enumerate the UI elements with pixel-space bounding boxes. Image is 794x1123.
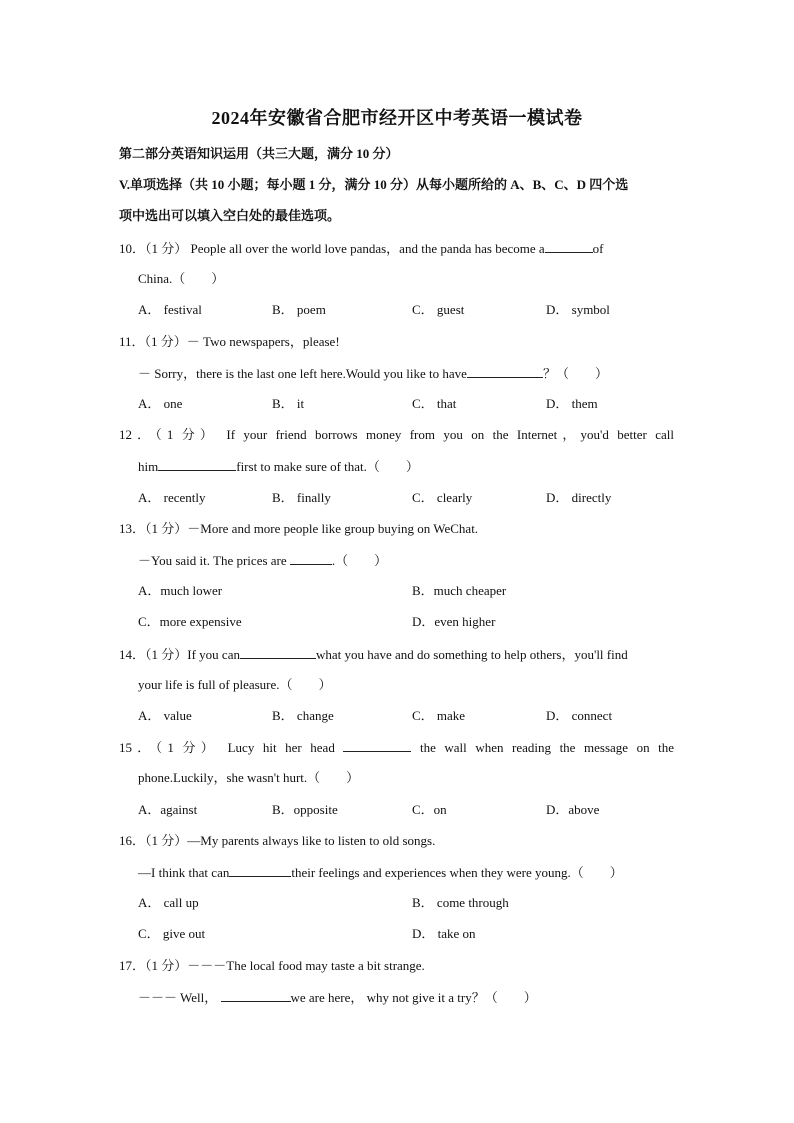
option-text: symbol [571,302,610,317]
question-text: － Sorry，there is the last one left here.Would you like to have [138,366,467,381]
option-letter: D． [546,302,569,317]
question-number: 17．（1 分） [119,958,188,973]
option-letter: A． [138,302,161,317]
option-letter: A． [138,490,161,505]
option-letter: C． [412,802,434,817]
option-text: finally [296,490,331,505]
answer-blank [158,458,236,471]
question-14-line2: your life is full of pleasure.（ ） [138,677,332,692]
option-a [138,895,199,911]
question-15-line1 [119,739,674,756]
option-b [412,583,506,599]
option-letter: A． [138,895,161,910]
option-letter: B． [272,490,294,505]
answer-blank [343,739,411,752]
option-letter: D． [546,708,569,723]
question-13-line2 [138,552,387,569]
option-text: it [296,396,305,411]
answer-blank [545,240,593,253]
option-a [138,802,197,818]
question-text: what you have and do something to help others，you'll find [315,647,628,662]
option-letter: A． [138,708,161,723]
question-number: 15．（1 分） [119,740,220,755]
option-letter: C． [412,396,434,411]
option-d [546,302,610,318]
option-c [412,708,465,724]
option-letter: C． [138,926,160,941]
section-instruction-line1: V.单项选择（共 10 小题；每小题 1 分，满分 10 分）从每小题所给的 A、B、C、D 四个选 [119,177,629,192]
option-text: more expensive [159,614,242,629]
question-text: .（ ） [331,553,388,568]
option-text: guest [436,302,465,317]
option-text: them [571,396,598,411]
answer-blank [221,989,291,1002]
option-text: opposite [293,802,338,817]
option-d [412,614,495,630]
option-b [272,396,304,412]
part-heading: 第二部分英语知识运用（共三大题，满分 10 分） [119,146,399,161]
option-text: even higher [434,614,496,629]
question-text: －－－The local food may taste a bit strange. [187,958,425,973]
option-letter: D． [412,926,435,941]
option-letter: A． [138,396,161,411]
option-letter: A． [138,583,161,598]
option-c [412,490,472,506]
question-text: their feelings and experiences when they were young.（ ） [291,865,623,880]
question-12-line1 [119,427,674,443]
question-text: the wall when reading the message on the [419,740,675,755]
option-text: on [433,802,447,817]
option-a [138,490,206,506]
question-text: If you can [187,647,240,662]
question-text: －You said it. The prices are [138,553,287,568]
option-b [412,895,509,911]
option-c [138,614,242,630]
option-letter: C． [138,614,160,629]
option-text: poem [296,302,326,317]
option-a [138,302,202,318]
option-c [412,802,447,818]
option-c [138,926,205,942]
option-letter: B． [272,396,294,411]
option-d [546,396,598,412]
question-text: ？（ ） [542,366,608,381]
option-text: clearly [436,490,473,505]
question-14-line1 [119,646,628,663]
question-text: —My parents always like to listen to old songs. [187,833,436,848]
option-letter: D． [412,614,435,629]
answer-blank [229,864,291,877]
question-number: 10．（1 分） [119,241,188,256]
option-c [412,396,456,412]
option-b [272,302,326,318]
option-text: connect [571,708,613,723]
option-b [272,708,334,724]
question-text: If your friend borrows money from you on the Internet，you'd better call [226,427,674,442]
option-letter: B． [272,802,294,817]
question-10-line2: China.（ ） [138,271,225,286]
option-d [546,802,599,818]
option-letter: D． [546,490,569,505]
option-text: one [163,396,183,411]
option-text: that [436,396,457,411]
question-text: People all over the world love pandas，and the panda has become a [187,241,545,256]
option-d [546,708,612,724]
option-letter: D． [546,802,569,817]
option-letter: C． [412,302,434,317]
option-d [546,490,611,506]
question-text: － Two newspapers，please! [186,334,340,349]
option-letter: B． [272,302,294,317]
question-text: of [592,241,604,256]
option-text: give out [162,926,206,941]
option-text: call up [163,895,199,910]
question-16-line2 [138,864,623,881]
option-text: make [436,708,466,723]
option-text: directly [571,490,612,505]
question-number: 14．（1 分） [119,647,188,662]
question-text: we are here， why not give it a try？（ ） [290,990,537,1005]
option-b [272,802,338,818]
option-letter: A． [138,802,161,817]
option-text: festival [163,302,202,317]
option-text: recently [163,490,206,505]
option-c [412,302,464,318]
question-number: 16．（1 分） [119,833,188,848]
question-13-line1 [119,521,478,537]
question-10-line1 [119,240,604,257]
question-15-line2: phone.Luckily，she wasn't hurt.（ ） [138,770,360,785]
question-number: 12．（1 分） [119,427,218,442]
option-text: come through [436,895,509,910]
question-11-line1 [119,334,340,350]
answer-blank [240,646,316,659]
question-17-line2 [138,989,537,1006]
option-text: change [296,708,334,723]
option-letter: D． [546,396,569,411]
question-16-line1 [119,833,435,849]
option-text: take on [437,926,476,941]
question-text: －More and more people like group buying on WeChat. [187,521,479,536]
answer-blank [467,365,543,378]
question-12-line2 [138,458,419,475]
option-a [138,583,222,599]
option-a [138,708,192,724]
option-d [412,926,476,942]
question-number: 13．（1 分） [119,521,188,536]
option-b [272,490,331,506]
option-text: much cheaper [433,583,507,598]
option-text: against [160,802,198,817]
question-17-line1 [119,958,425,974]
page-title: 2024年安徽省合肥市经开区中考英语一模试卷 [211,108,583,128]
option-text: much lower [160,583,223,598]
question-text: —I think that can [138,865,230,880]
question-text: him [138,459,159,474]
option-letter: B． [412,895,434,910]
question-text: Lucy hit her head [227,740,335,755]
option-text: above [568,802,600,817]
question-number: 11．（1 分） [119,334,187,349]
question-text: －－－ Well， [138,990,218,1005]
answer-blank [290,552,332,565]
question-text: first to make sure of that.（ ） [236,459,419,474]
option-a [138,396,182,412]
option-letter: C． [412,490,434,505]
option-letter: B． [272,708,294,723]
option-letter: C． [412,708,434,723]
section-instruction-line2: 项中选出可以填入空白处的最佳选项。 [119,208,341,223]
question-11-line2 [138,365,608,382]
option-letter: B． [412,583,434,598]
option-text: value [163,708,192,723]
